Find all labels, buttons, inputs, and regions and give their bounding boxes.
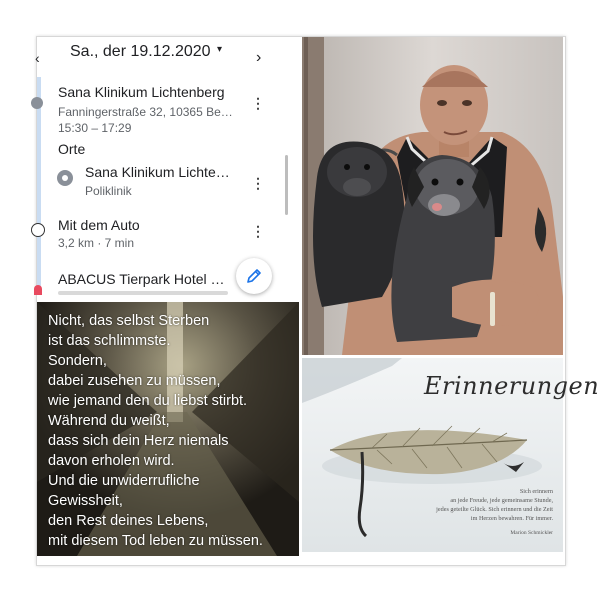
chevron-left-icon[interactable]: ‹ [35,50,40,66]
quote-line: mit diesem Tod leben zu müssen. [48,533,263,549]
poem-line: im Herzen bewahren. Für immer. [470,515,553,522]
memorial-title: Erinnerungen [424,372,600,400]
car-icon [31,223,45,237]
timeline-panel [37,37,299,299]
memorial-poem [403,487,553,523]
quote-line: davon erholen wird. [48,453,175,469]
pencil-icon [246,268,262,284]
places-section-label: Orte [58,141,86,157]
cut-off-text [58,291,228,295]
place-icon [57,170,73,186]
visit-time: 15:30 – 17:29 [58,121,132,135]
visit-marker-icon [31,97,43,109]
poem-author: Marion Schmickler [510,530,553,536]
timeline-date[interactable]: Sa., der 19.12.2020 [70,43,211,60]
quote-line: Nicht, das selbst Sterben [48,313,210,329]
quote-image [37,302,299,556]
next-visit-title[interactable]: ABACUS Tierpark Hotel … [58,271,225,287]
visit-address: Fanningerstraße 32, 10365 Be… [58,105,233,119]
place-category: Poliklinik [85,184,132,198]
poem-line: Sich erinnern [519,488,553,495]
scrollbar[interactable] [285,155,288,215]
hotel-marker-icon [34,285,42,295]
quote-text [48,311,296,551]
quote-line: dabei zusehen zu müssen, [48,373,221,389]
edit-button[interactable] [236,258,272,294]
quote-line: ist das schlimmste. [48,333,171,349]
quote-line: Während du weißt, [48,413,170,429]
quote-line: wie jemand den du liebst stirbt. [48,393,248,409]
dropdown-caret-icon[interactable]: ▾ [217,44,223,55]
timeline-header [37,37,299,73]
memorial-card [302,358,600,552]
place-title[interactable]: Sana Klinikum Lichte… [85,164,230,180]
chevron-right-icon[interactable]: › [256,49,262,66]
photo-illustration [302,37,563,355]
quote-line: dass sich dein Herz niemals [48,433,229,449]
poem-line: an jede Freude, jede gemeinsame Stunde, [450,497,553,504]
poem-line: jedes geteilte Glück. Sich erinnern und die Zeit [436,506,553,513]
activity-detail: 3,2 km · 7 min [58,236,135,250]
quote-line: Sondern, [48,353,107,369]
photo-man-with-dogs [302,37,563,355]
more-vert-icon[interactable]: ⋮ [251,223,265,239]
more-vert-icon[interactable]: ⋮ [251,95,265,111]
more-vert-icon[interactable]: ⋮ [251,175,265,191]
quote-line: den Rest deines Lebens, [48,513,209,529]
activity-title[interactable]: Mit dem Auto [58,217,140,233]
quote-line: Und die unwiderrufliche [48,473,200,489]
visit-title[interactable]: Sana Klinikum Lichtenberg [58,84,225,100]
quote-line: Gewissheit, [48,493,123,509]
